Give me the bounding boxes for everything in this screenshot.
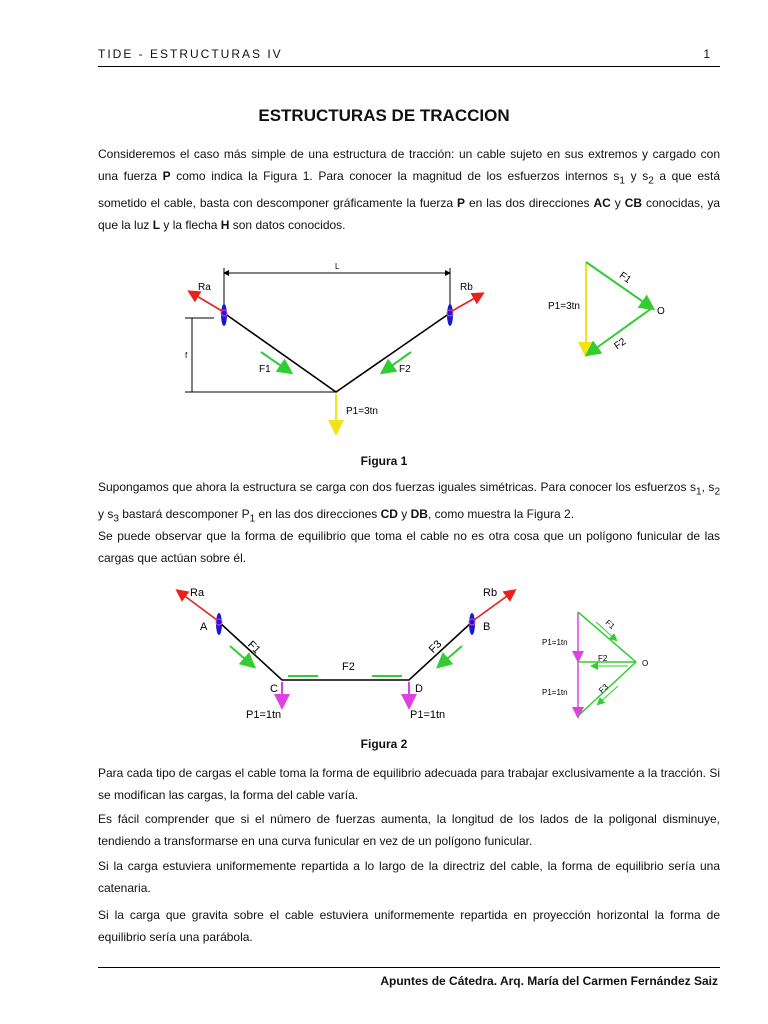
- force-label-f2-fig2: F2: [342, 661, 355, 673]
- paragraph-curve: Es fácil comprender que si el número de fuerzas aumenta, la longitud de los lados de la poligonal disminuye, tendiendo a transformarse en una curva funicular en vez de un polígono funicular.: [98, 812, 720, 848]
- polygon-label-p1: P1=3tn: [548, 301, 580, 312]
- sag-label: f: [185, 351, 188, 360]
- figure-2-caption: Figura 2: [360, 737, 408, 751]
- node-label-b: B: [483, 621, 491, 633]
- paragraph-funicular: Se puede observar que la forma de equilibrio que toma el cable no es otra cosa que un polígono funicular de las cargas que actúan sobre él.: [98, 529, 720, 565]
- figure-1-cable-diagram: [0, 250, 768, 445]
- polygon-pole-o: O: [657, 306, 665, 317]
- polygon2-label-p1-top: P1=1tn: [542, 638, 568, 647]
- header-rule: [98, 66, 720, 67]
- cable: [224, 313, 450, 392]
- node-label-c: C: [270, 683, 278, 695]
- running-header: [98, 47, 718, 63]
- reaction-arrow-ra: [190, 292, 222, 311]
- load-label-p1: P1=3tn: [346, 406, 378, 417]
- reaction-arrow-rb: [452, 294, 482, 311]
- paragraph-two-loads: Supongamos que ahora la estructura se carga con dos fuerzas iguales simétricas. Para conocer los esfuerzos $s_1$, $s_2$ y $s_3$ bastará descomponer $P_1$ en las dos direcciones CD y DB, como muestra la Figura 2.: [98, 480, 720, 525]
- figure-1-caption: Figura 1: [360, 454, 408, 468]
- reaction-label-ra-fig2: Ra: [190, 587, 205, 599]
- force-label-f3-fig2: F3: [426, 638, 445, 656]
- polygon2-label-f2: F2: [598, 654, 608, 663]
- paragraph-catenary: Si la carga estuviera uniformemente repartida a lo largo de la directriz del cable, la forma de equilibrio sería una catenaria.: [98, 859, 720, 895]
- force-polygon-fig2: [542, 612, 648, 716]
- force-polygon-fig1: [548, 262, 665, 354]
- load-label-c: P1=1tn: [246, 709, 282, 721]
- page-number: 1: [703, 47, 710, 61]
- polygon2-pole-o: O: [642, 659, 649, 668]
- page-title: ESTRUCTURAS DE TRACCION: [258, 106, 510, 125]
- paragraph-shape: Para cada tipo de cargas el cable toma la forma de equilibrio adecuada para trabajar exclusivamente a la tracción. Si se modifican las cargas, la forma del cable varía.: [98, 766, 720, 802]
- polygon2-label-f3: F3: [597, 682, 610, 696]
- polygon-label-f2: F2: [612, 336, 629, 353]
- node-label-a: A: [200, 621, 208, 633]
- force-label-f1-fig2: F1: [245, 638, 263, 657]
- figure-2-cable-diagram: [0, 578, 768, 728]
- force-label-f1: F1: [259, 364, 271, 375]
- reaction-label-ra: Ra: [198, 282, 211, 293]
- reaction-label-rb-fig2: Rb: [483, 587, 498, 599]
- paragraph-parabola: Si la carga que gravita sobre el cable estuviera uniformemente repartida en proyección horizontal la forma de equilibrio sería una parábola.: [98, 908, 720, 944]
- polygon-label-f1: F1: [617, 270, 633, 286]
- polygon2-label-f1: F1: [603, 618, 617, 631]
- paragraph-intro: Consideremos el caso más simple de una estructura de tracción: un cable sujeto en sus extremos y cargado con una fuerza P como indica la Figura 1. Para conocer la magnitud de los esfuerzos internos $s_1$ y $s_2$ a que está sometido el cable, basta con descomponer gráficamente la fuerza P en las dos direcciones AC y CB conocidas, ya que la luz L y la flecha H son datos conocidos.: [98, 147, 720, 233]
- load-label-d: P1=1tn: [410, 709, 446, 721]
- footer-rule: [98, 967, 720, 968]
- span-label: L: [335, 262, 340, 271]
- header-title: TIDE - ESTRUCTURAS IV: [98, 47, 283, 61]
- reaction-label-rb: Rb: [460, 282, 473, 293]
- force-label-f2: F2: [399, 364, 411, 375]
- polygon2-label-p1-bot: P1=1tn: [542, 688, 568, 697]
- footer-credit: Apuntes de Cátedra. Arq. María del Carmen Fernández Saiz: [380, 974, 718, 988]
- node-label-d: D: [415, 683, 423, 695]
